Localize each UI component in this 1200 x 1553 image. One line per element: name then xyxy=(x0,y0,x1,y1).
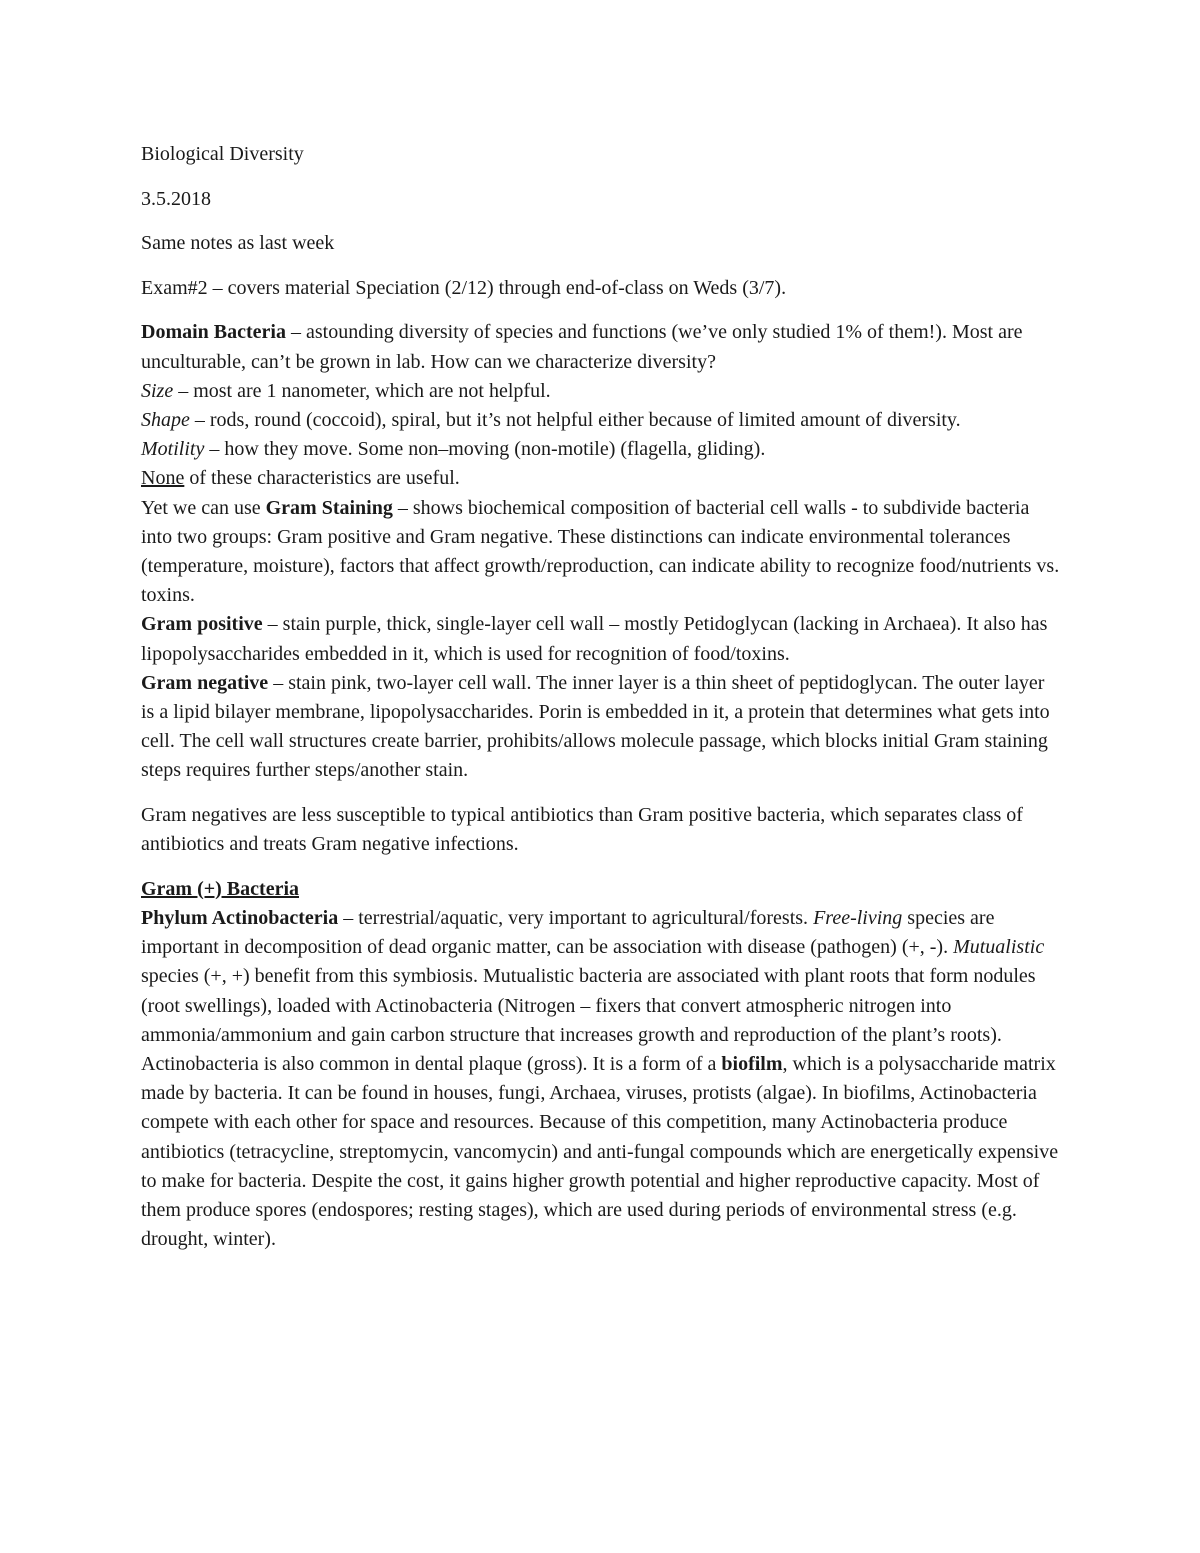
motility-text: – how they move. Some non–moving (non-motile) (flagella, gliding). xyxy=(204,438,766,461)
domain-bacteria-text: – astounding diversity of species and functions (we’ve only studied 1% of them!). Most are unculturable, can’t be grown in lab. How can we characterize diversity? xyxy=(141,321,1023,373)
gram-staining-term: Gram Staining xyxy=(265,496,393,519)
size-term: Size xyxy=(141,379,174,402)
actinobacteria-para xyxy=(141,904,1061,1050)
biofilm-term: biofilm xyxy=(721,1053,783,1076)
gram-positive-term: Gram positive xyxy=(141,613,263,636)
size-text: – most are 1 nanometer, which are not helpful. xyxy=(173,379,551,402)
motility-para xyxy=(141,435,1061,464)
document-page xyxy=(141,140,1061,1254)
none-term: None xyxy=(141,467,185,490)
biofilm-para xyxy=(141,1050,1061,1254)
mutualistic-term: Mutualistic xyxy=(953,936,1045,959)
gram-staining-text: – shows biochemical composition of bacterial cell walls - to subdivide bacteria into two groups: Gram positive and Gram negative. These distinctions can indicate environmental tolerances (temperature, moisture), factors that affect growth/reproduction, can indicate ability to recognize food/nutrients vs. toxins. xyxy=(141,496,1060,607)
note-line: Same notes as last week xyxy=(141,232,335,255)
exam-line: Exam#2 – covers material Speciation (2/12) through end-of-class on Weds (3/7). xyxy=(141,276,787,299)
gram-negative-term: Gram negative xyxy=(141,671,269,694)
shape-text: – rods, round (coccoid), spiral, but it’s not helpful either because of limited amount of diversity. xyxy=(189,408,961,431)
section-heading: Gram (+) Bacteria xyxy=(141,877,299,900)
gram-staining-lead: Yet we can use xyxy=(141,496,266,519)
biofilm-lead: Actinobacteria is also common in dental plaque (gross). It is a form of a xyxy=(141,1053,722,1076)
none-text: of these characteristics are useful. xyxy=(184,467,460,490)
actinobacteria-term: Phylum Actinobacteria xyxy=(141,907,339,930)
lecture-date: 3.5.2018 xyxy=(141,187,211,210)
shape-para xyxy=(141,406,1061,435)
motility-term: Motility xyxy=(141,438,205,461)
free-living-term: Free-living xyxy=(813,907,903,930)
actinobacteria-text-3: species (+, +) benefit from this symbiosis. Mutualistic bacteria are associated with plant roots that form nodules (root swellings), loaded with Actinobacteria (Nitrogen – fixers that convert atmospheric nitrogen into ammonia/ammonium and gain carbon structure that increases growth and reproduction of the plant’s roots). xyxy=(141,965,1036,1046)
shape-term: Shape xyxy=(141,408,190,431)
gram-negative-text: – stain pink, two-layer cell wall. The inner layer is a thin sheet of peptidoglycan. The outer layer is a lipid bilayer membrane, lipopolysaccharides. Porin is embedded in it, a protein that determines what gets into cell. The cell wall structures create barrier, prohibits/allows molecule passage, which blocks initial Gram staining steps requires further steps/another stain. xyxy=(141,671,1050,782)
biofilm-text: , which is a polysaccharide matrix made by bacteria. It can be found in houses, fungi, Archaea, viruses, protists (algae). In biofilms, Actinobacteria compete with each other for space and resources. Because of this competition, many Actinobacteria produce antibiotics (tetracycline, streptomycin, vancomycin) and anti-fungal compounds which are energetically expensive to make for bacteria. Despite the cost, it gains higher growth potential and higher reproductive capacity. Most of them produce spores (endospores; resting stages), which are used during periods of environmental stress (e.g. drought, winter). xyxy=(141,1053,1059,1251)
gram-positive-section xyxy=(141,875,1061,1255)
bacteria-notes-block xyxy=(141,318,1061,785)
antibiotics-para: Gram negatives are less susceptible to typical antibiotics than Gram positive bacteria, which separates class of antibiotics and treats Gram negative infections. xyxy=(141,804,1023,856)
gram-positive-text: – stain purple, thick, single-layer cell wall – mostly Petidoglycan (lacking in Archaea). It also has lipopolysaccharides embedded in it, which is used for recognition of food/toxins. xyxy=(141,613,1048,665)
actinobacteria-text-2: species are important in decomposition of dead organic matter, can be association with disease (pathogen) (+, -). xyxy=(141,907,995,959)
course-title: Biological Diversity xyxy=(141,143,304,165)
domain-bacteria-term: Domain Bacteria xyxy=(141,321,286,344)
gram-positive-para xyxy=(141,610,1061,668)
none-para xyxy=(141,464,1061,493)
domain-bacteria-para xyxy=(141,318,1061,376)
size-para xyxy=(141,377,1061,406)
gram-negative-para xyxy=(141,669,1061,786)
actinobacteria-text-1: – terrestrial/aquatic, very important to agricultural/forests. xyxy=(338,907,814,930)
gram-staining-para xyxy=(141,494,1061,611)
